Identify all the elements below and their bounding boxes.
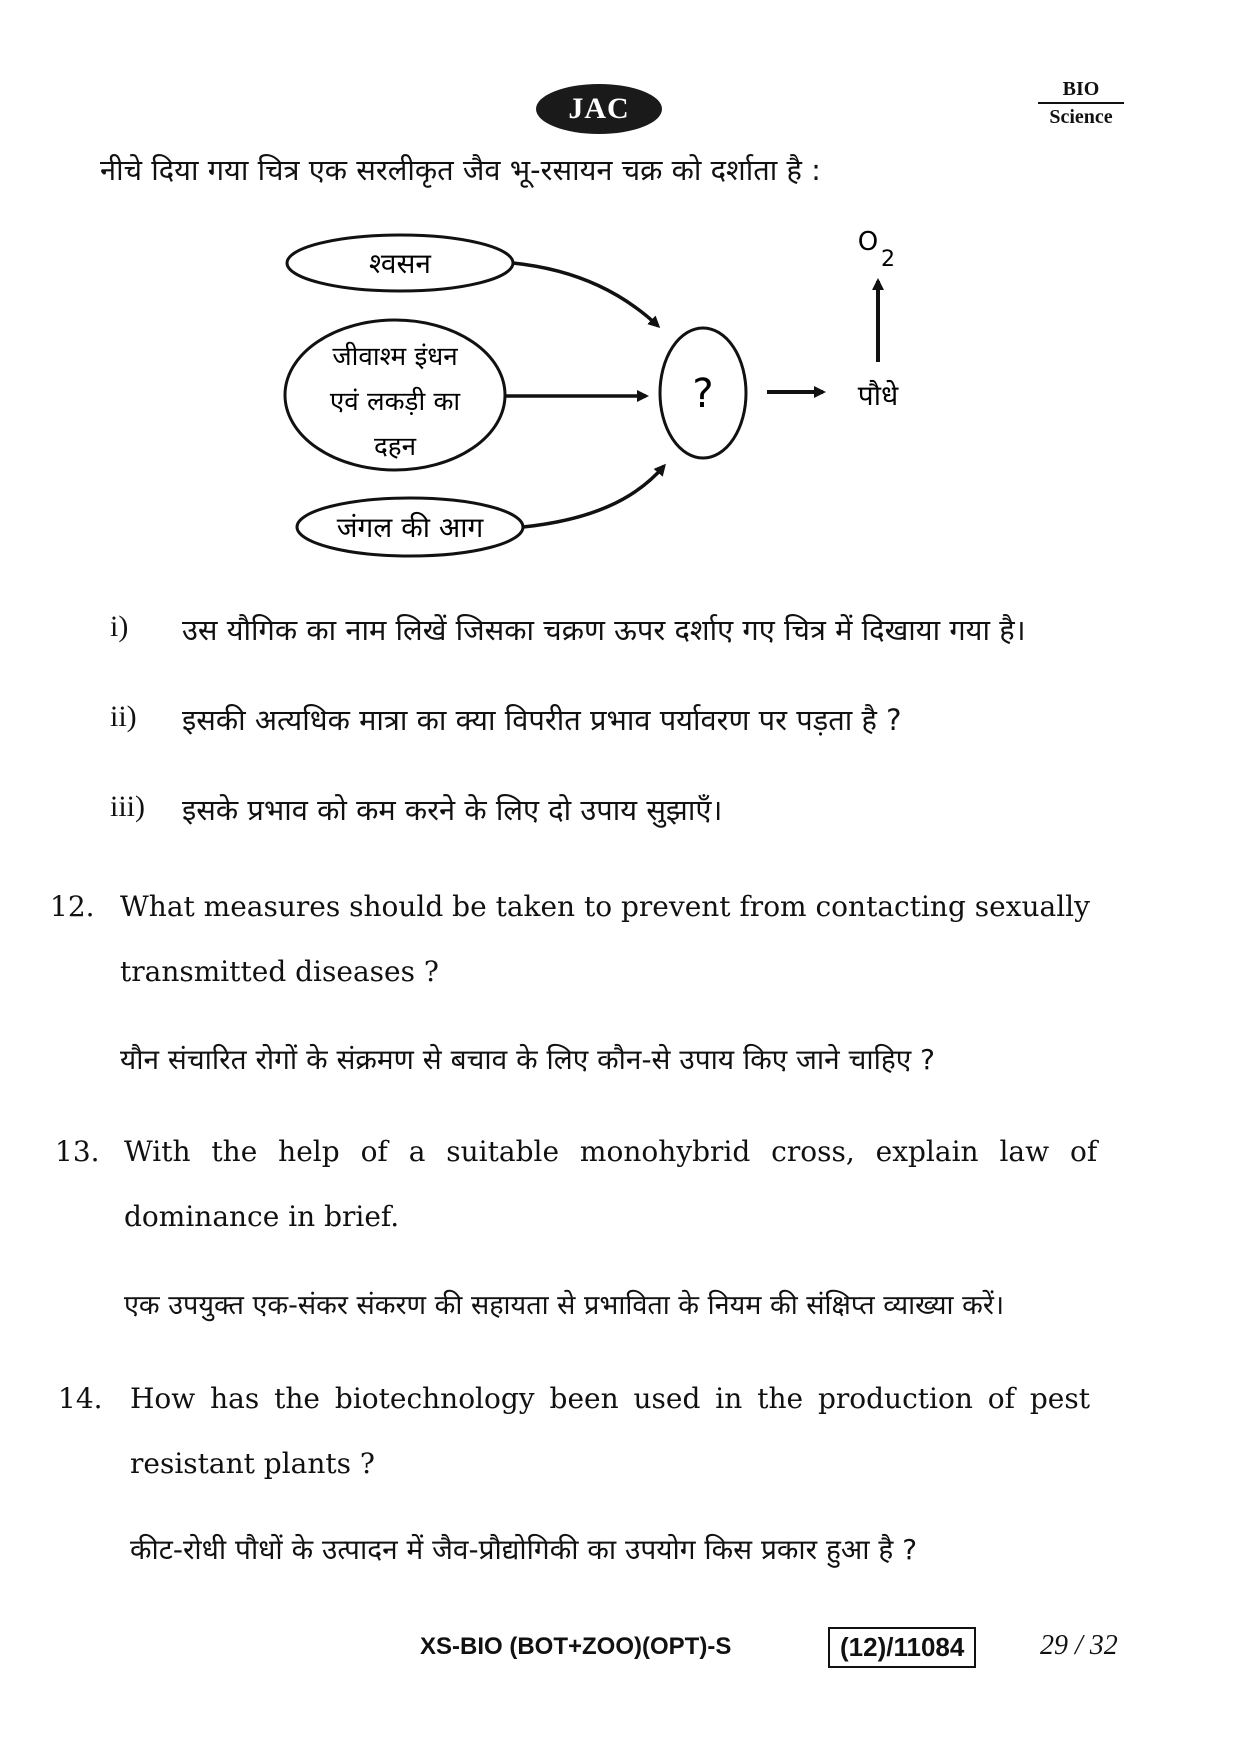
o2-label: O: [857, 227, 879, 257]
subject-line-1: BIO: [1038, 78, 1124, 104]
q12-hindi: यौन संचारित रोगों के संक्रमण से बचाव के लिए कौन-से उपाय किए जाने चाहिए ?: [120, 1043, 936, 1076]
q14-english-line2: resistant plants ?: [130, 1447, 375, 1480]
boxed-code: (12)/11084: [828, 1627, 976, 1668]
q13-hindi: एक उपयुक्त एक-संकर संकरण की सहायता से प्रभाविता के नियम की संक्षिप्त व्याख्या करें।: [124, 1290, 1005, 1321]
arrow-source1-to-center: [513, 263, 658, 326]
source3-label: जंगल की आग: [336, 511, 484, 544]
logo-text: JAC: [568, 92, 630, 125]
page-number: 29 / 32: [1040, 1630, 1118, 1661]
sub-question-number: iii): [110, 790, 145, 823]
q11-sub-question: [110, 700, 1150, 740]
source2-label-line1: जीवाश्म इंधन: [332, 342, 458, 372]
source2-label-line3: दहन: [373, 432, 417, 462]
q13-english-line1: With the help of a suitable monohybrid cross, explain law of: [124, 1135, 1098, 1168]
paper-code: XS-BIO (BOT+ZOO)(OPT)-S: [420, 1633, 732, 1660]
q11-sub-question: [110, 790, 1150, 830]
sub-question-text: इसके प्रभाव को कम करने के लिए दो उपाय सुझाएँ।: [182, 793, 723, 827]
q13-english-line2: dominance in brief.: [124, 1200, 400, 1233]
q12-english-line2: transmitted diseases ?: [120, 955, 439, 988]
q12-english-line1: What measures should be taken to prevent from contacting sexually: [120, 890, 1090, 923]
q12-number: 12.: [50, 890, 95, 923]
q14-number: 14.: [58, 1382, 103, 1415]
subject-line-2: Science: [1049, 106, 1113, 128]
q11-sub-question: [110, 610, 1150, 650]
q14-hindi: कीट-रोधी पौधों के उत्पादन में जैव-प्रौद्योगिकी का उपयोग किस प्रकार हुआ है ?: [130, 1533, 918, 1566]
arrow-source3-to-center: [523, 466, 664, 527]
sub-question-number: i): [110, 610, 129, 643]
source2-label-line2: एवं लकड़ी का: [329, 387, 461, 417]
sub-question-text: उस यौगिक का नाम लिखें जिसका चक्रण ऊपर दर्शाए गए चित्र में दिखाया गया है।: [182, 613, 1026, 647]
center-label: ?: [692, 371, 714, 417]
o2-subscript: 2: [881, 247, 895, 272]
plants-label: पौधे: [857, 379, 899, 412]
q11-intro: नीचे दिया गया चित्र एक सरलीकृत जैव भू-रसायन चक्र को दर्शाता है :: [100, 153, 821, 187]
source1-label: श्वसन: [369, 247, 431, 280]
biogeochemical-cycle-diagram: [0, 0, 1241, 580]
sub-question-number: ii): [110, 700, 137, 733]
q13-number: 13.: [55, 1135, 100, 1168]
q14-english-line1: How has the biotechnology been used in the production of pest: [130, 1382, 1090, 1415]
sub-question-text: इसकी अत्यधिक मात्रा का क्या विपरीत प्रभाव पर्यावरण पर पड़ता है ?: [182, 703, 902, 737]
